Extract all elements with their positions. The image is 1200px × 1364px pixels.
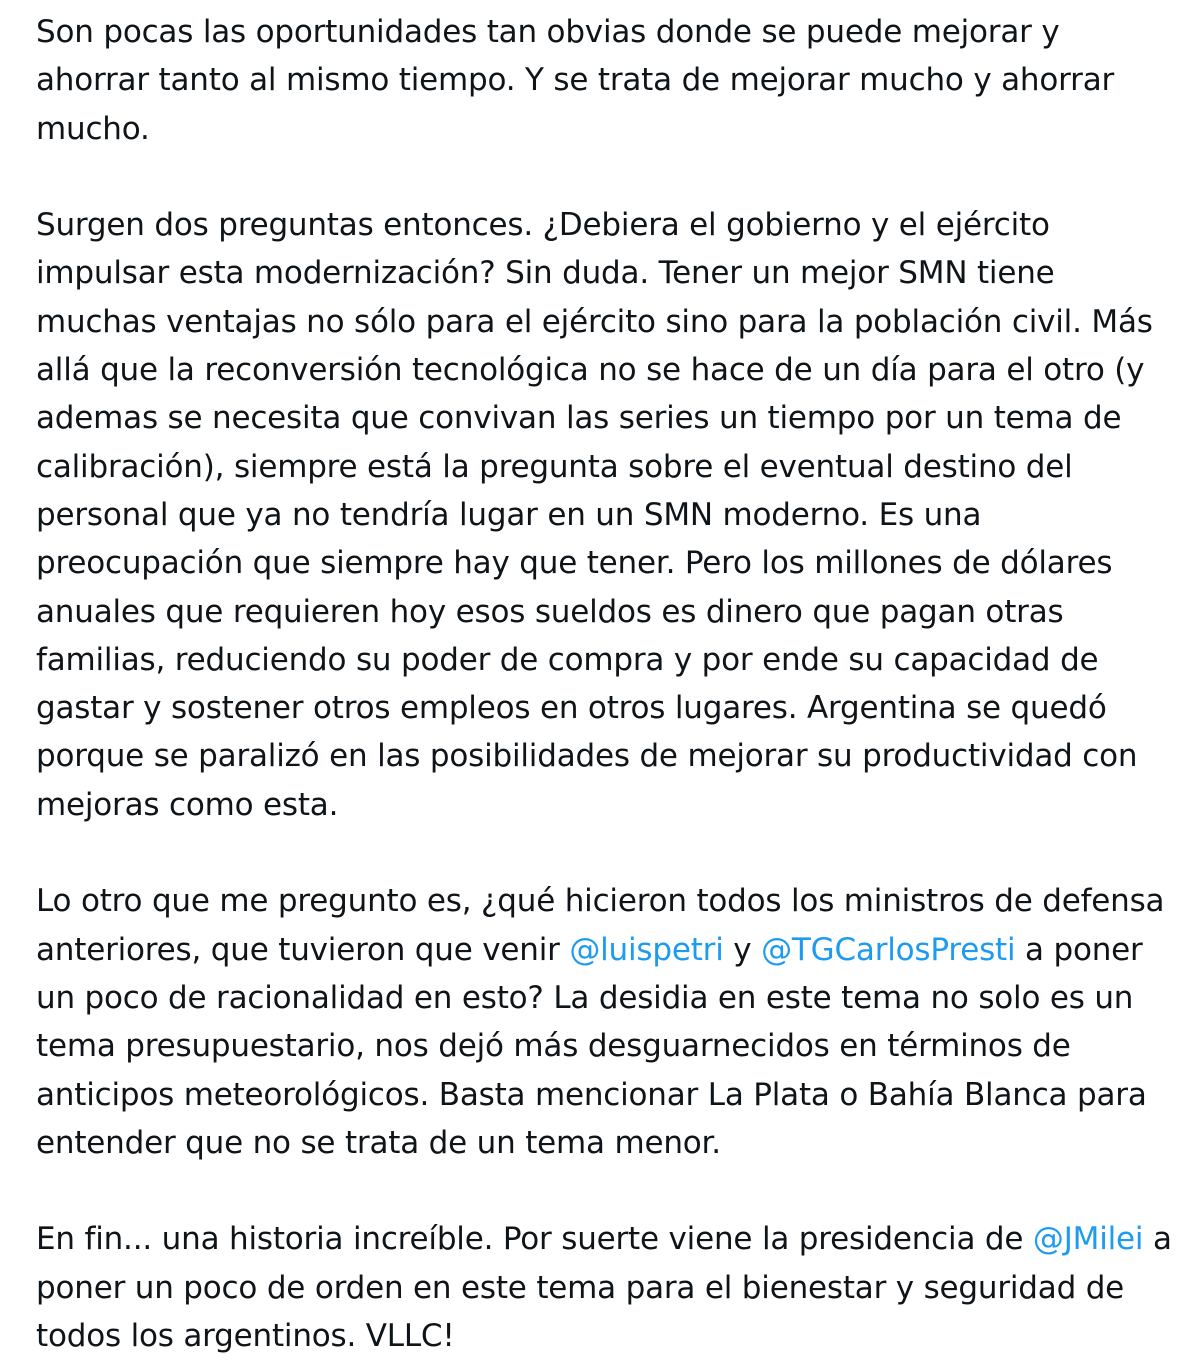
paragraph-1 <box>36 8 1176 153</box>
paragraph-2 <box>36 201 1176 829</box>
mention-link-tgcarlospresti[interactable]: @TGCarlosPresti <box>761 931 1016 968</box>
paragraph-2-text: Surgen dos preguntas entonces. ¿Debiera el gobierno y el ejército impulsar esta modernización? Sin duda. Tener un mejor SMN tiene muchas ventajas no sólo para el ejército sino para la población civil. Más allá que la reconversión tecnológica no se hace de un día para el otro (y ademas se necesita que convivan las series un tiempo por un tema de calibración), siempre está la pregunta sobre el eventual destino del personal que ya no tendría lugar en un SMN moderno. Es una preocupación que siempre hay que tener. Pero los millones de dólares anuales que requieren hoy esos sueldos es dinero que pagan otras familias, reduciendo su poder de compra y por ende su capacidad de gastar y sostener otros empleos en otros lugares. Argentina se quedó porque se paralizó en las posibilidades de mejorar su productividad con mejoras como esta. <box>36 207 1153 823</box>
paragraph-4 <box>36 1215 1176 1360</box>
paragraph-4-text-2: a poner un poco de orden en este tema para el bienestar y seguridad de todos los argentinos. VLLC! <box>36 1221 1172 1355</box>
mention-link-luispetri[interactable]: @luispetri <box>569 931 724 968</box>
paragraph-3-text-2: y <box>723 931 762 968</box>
paragraph-3-text-3: a poner un poco de racionalidad en esto? La desidia en este tema no solo es un tema presupuestario, nos dejó más desguarnecidos en términos de anticipos meteorológicos. Basta mencionar La Plata o Bahía Blanca para entender que no se trata de un tema menor. <box>36 931 1147 1161</box>
paragraph-4-text-1: En fin... una historia increíble. Por suerte viene la presidencia de <box>36 1221 1033 1258</box>
paragraph-3 <box>36 877 1176 1167</box>
post-text <box>36 8 1176 1360</box>
paragraph-1-text: Son pocas las oportunidades tan obvias donde se puede mejorar y ahorrar tanto al mismo tiempo. Y se trata de mejorar mucho y ahorrar mucho. <box>36 14 1115 147</box>
mention-link-jmilei[interactable]: @JMilei <box>1032 1221 1144 1258</box>
paragraph-3-text-1: Lo otro que me pregunto es, ¿qué hicieron todos los ministros de defensa anteriores, que tuvieron que venir <box>36 883 1165 968</box>
